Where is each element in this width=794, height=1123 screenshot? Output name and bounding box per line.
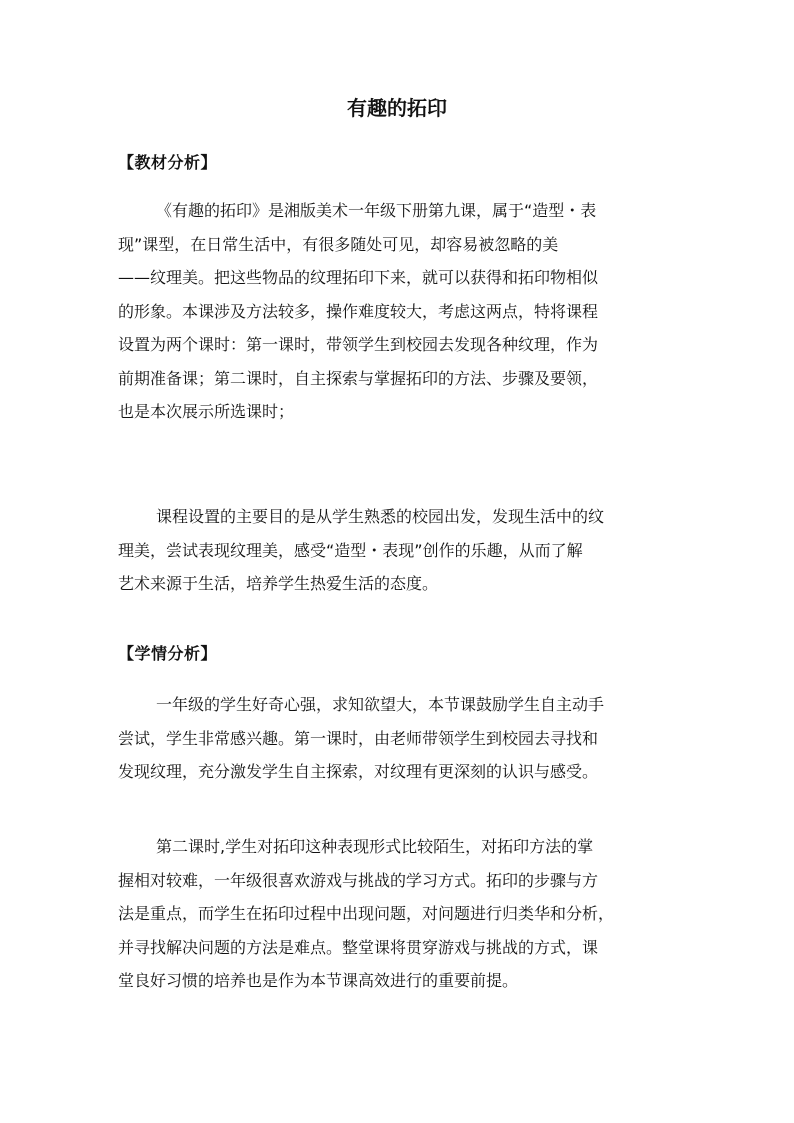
section-heading-textbook-analysis: 【教材分析】 [118, 153, 218, 172]
paragraph-line: ——纹理美。把这些物品的纹理拓印下来，就可以获得和拓印物相似 [118, 268, 599, 287]
paragraph [118, 830, 678, 998]
paragraph-line: 握相对较难，一年级很喜欢游戏与挑战的学习方式。拓印的步骤与方 [118, 870, 599, 890]
paragraph-line: 第二课时,学生对拓印这种表现形式比较陌生，对拓印方法的掌 [156, 837, 594, 856]
paragraph-line: 的形象。本课涉及方法较多，操作难度较大，考虑这两点，特将课程 [118, 301, 599, 321]
paragraph-line: 艺术来源于生活，培养学生热爱生活的态度。 [118, 574, 439, 593]
paragraph-line: 《有趣的拓印》是湘版美术一年级下册第九课，属于“造型・表 [156, 201, 597, 220]
paragraph-line: 发现纹理，充分激发学生自主探索，对纹理有更深刻的认识与感受。 [118, 762, 599, 781]
paragraph-line: 现”课型，在日常生活中，有很多随处可见，却容易被忽略的美 [118, 234, 559, 254]
section-heading-learner-analysis: 【学情分析】 [118, 644, 218, 663]
paragraph-line: 一年级的学生好奇心强，求知欲望大，本节课鼓励学生自主动手 [156, 695, 605, 714]
paragraph-line: 也是本次展示所选课时； [118, 402, 295, 421]
paragraph-line: 理美，尝试表现纹理美，感受“造型・表现”创作的乐趣，从而了解 [118, 540, 583, 560]
paragraph-line: 尝试，学生非常感兴趣。第一课时，由老师带领学生到校园去寻找和 [118, 728, 599, 748]
page-title: 有趣的拓印 [347, 96, 447, 120]
paragraph-line: 并寻找解决问题的方法是难点。整堂课将贯穿游戏与挑战的方式，课 [118, 937, 599, 957]
paragraph-line: 设置为两个课时：第一课时，带领学生到校园去发现各种纹理，作为 [118, 335, 599, 354]
paragraph [118, 688, 678, 789]
paragraph-line: 前期准备课；第二课时，自主探索与掌握拓印的方法、步骤及要领， [118, 368, 599, 388]
paragraph-line: 法是重点，而学生在拓印过程中出现问题，对问题进行归类华和分析， [118, 904, 615, 923]
paragraph-line: 堂良好习惯的培养也是作为本节课高效进行的重要前提。 [118, 971, 519, 990]
paragraph-line: 课程设置的主要目的是从学生熟悉的校园出发，发现生活中的纹 [156, 507, 605, 526]
paragraph [118, 194, 678, 429]
paragraph [118, 500, 678, 601]
